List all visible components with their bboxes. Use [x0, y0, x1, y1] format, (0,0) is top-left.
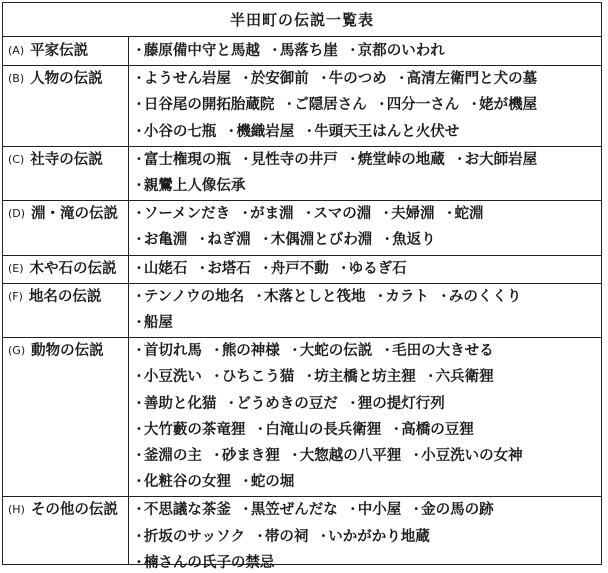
legend-item: • スマの淵 — [306, 206, 372, 222]
legend-item: • 船屋 — [136, 315, 173, 331]
legend-item: • どうめきの豆だ — [228, 396, 337, 412]
category-marker: (A) — [8, 44, 25, 57]
legend-item: • 折坂のサッソク — [136, 529, 245, 545]
category-label — [8, 69, 126, 90]
legend-item: • がま淵 — [242, 206, 293, 222]
legend-item: • 化粧谷の女狸 — [136, 474, 231, 490]
legend-item: • 蛇の堀 — [243, 474, 294, 490]
legend-item: • お塔石 — [199, 261, 250, 277]
legend-item: • ソーメンだき — [136, 206, 230, 222]
legend-item: • カラト — [378, 289, 429, 305]
row-separator — [3, 283, 601, 284]
legend-line — [136, 527, 597, 547]
legend-item: • 狸の提灯行列 — [350, 396, 445, 412]
category-name: 木や石の伝説 — [29, 260, 117, 277]
legend-item: • お亀淵 — [136, 232, 187, 248]
category-name: 地名の伝説 — [28, 288, 102, 305]
legend-line — [136, 341, 597, 361]
legend-line — [136, 41, 597, 61]
legend-line — [136, 420, 597, 440]
legend-item: • 日谷尾の開拓胎蔵院 — [136, 97, 274, 113]
legend-item: • 見性寺の井戸 — [243, 152, 338, 168]
legend-item: • 四分一さん — [379, 97, 459, 113]
legend-item: • 砂まき狸 — [214, 448, 280, 464]
legend-item: • テンノウの地名 — [136, 289, 244, 305]
legend-item: • 大蛇の伝説 — [292, 343, 372, 359]
legend-item: • 親鸞上人像伝承 — [136, 178, 245, 194]
legend-item: • 姥が機屋 — [471, 97, 537, 113]
legend-item: • 釜淵の主 — [136, 448, 202, 464]
legend-item: • 毛田の大きせる — [384, 343, 493, 359]
legend-line — [136, 553, 597, 573]
category-name: 淵・滝の伝説 — [31, 206, 119, 223]
row-separator — [3, 200, 601, 201]
legend-line — [136, 367, 597, 387]
category-name: その他の伝説 — [30, 502, 118, 519]
legend-item: • 金の馬の跡 — [413, 502, 493, 518]
legend-item: • 大竹藪の茶竜狸 — [136, 422, 245, 438]
legend-item: • 馬落ち崖 — [272, 43, 338, 59]
category-marker: (D) — [8, 207, 26, 221]
legend-line — [136, 69, 597, 89]
legend-item: • ねぎ淵 — [199, 232, 250, 248]
category-marker: (G) — [8, 344, 26, 358]
legend-line — [136, 176, 597, 196]
category-marker: (E) — [8, 261, 24, 275]
legend-item: • 藤原備中守と馬越 — [136, 43, 260, 59]
legend-item: • 木偶淵とびわ淵 — [263, 232, 372, 248]
legend-item: • 夫婦淵 — [383, 206, 434, 222]
legend-item: • 小谷の七瓶 — [136, 124, 216, 140]
category-marker: (F) — [8, 289, 23, 303]
legend-item: • いかがかり地蔵 — [320, 529, 429, 545]
legend-item: • 富士権現の瓶 — [136, 152, 231, 168]
legend-item: • 木落としと筏地 — [256, 289, 365, 305]
legend-item: • ご隠居さん — [286, 97, 366, 113]
legend-line — [136, 259, 597, 279]
legend-item: • ひちこう猫 — [214, 369, 294, 385]
legend-item: • 高清左衛門と犬の墓 — [399, 71, 537, 87]
legend-line — [136, 394, 597, 414]
row-separator — [3, 146, 601, 147]
category-label — [8, 204, 126, 225]
legend-item: • 小豆洗い — [136, 369, 202, 385]
legend-table — [2, 2, 602, 571]
legend-item: • 牛のつめ — [321, 71, 387, 87]
legend-item: • みのくくり — [441, 289, 521, 305]
category-label — [8, 259, 126, 280]
legend-item: • 帯の祠 — [257, 529, 308, 545]
table-title: 半田町の伝説一覧表 — [3, 3, 601, 37]
row-separator — [3, 337, 601, 338]
legend-item: • 黒笠ぜんだな — [243, 502, 338, 518]
row-separator — [3, 255, 601, 256]
legend-line — [136, 150, 597, 170]
row-separator — [3, 496, 601, 497]
category-marker: (H) — [8, 503, 25, 517]
legend-item: • 六兵衛狸 — [428, 369, 494, 385]
legend-item: • 不思議な茶釜 — [136, 502, 231, 518]
legend-item: • 熊の神様 — [214, 343, 280, 359]
category-name: 動物の伝説 — [31, 343, 104, 360]
legend-line — [136, 95, 597, 115]
legend-item: • 中小屋 — [350, 502, 401, 518]
legend-item: • 魚返り — [384, 232, 435, 248]
category-label — [8, 341, 126, 362]
legend-item: • 機織岩屋 — [228, 124, 294, 140]
category-label — [8, 150, 126, 171]
category-name: 人物の伝説 — [30, 71, 103, 88]
legend-item: • お大師岩屋 — [457, 152, 537, 168]
legend-line — [136, 446, 597, 466]
row-separator — [3, 65, 601, 66]
legend-line — [136, 500, 597, 520]
legend-item: • 小豆洗いの女神 — [413, 448, 522, 464]
legend-item: • 山姥石 — [136, 261, 187, 277]
category-marker: (C) — [8, 152, 25, 166]
legend-item: • ようせん岩屋 — [136, 71, 231, 87]
legend-line — [136, 313, 597, 333]
category-name: 社寺の伝説 — [30, 151, 103, 168]
legend-item: • 高橋の豆狸 — [393, 422, 473, 438]
legend-item: • 焼堂峠の地蔵 — [350, 152, 445, 168]
legend-item: • 舟戸不動 — [263, 261, 329, 277]
legend-item: • 大惣越の八平狸 — [292, 448, 401, 464]
legend-item: • ゆるぎ石 — [341, 261, 407, 277]
legend-line — [136, 204, 597, 224]
legend-item: • 楠さんの氏子の禁忌 — [136, 555, 274, 571]
legend-item: • 京都のいわれ — [350, 43, 445, 59]
legend-item: • 蛇淵 — [447, 206, 484, 222]
legend-item: • 坊主橋と坊主狸 — [306, 369, 415, 385]
legend-item: • 於安御前 — [243, 71, 309, 87]
legend-line — [136, 472, 597, 492]
legend-line — [136, 287, 597, 307]
legend-line — [136, 122, 597, 142]
category-label — [8, 41, 126, 62]
legend-item: • 牛頭天王はんと火伏せ — [306, 124, 459, 140]
legend-item: • 首切れ馬 — [136, 343, 202, 359]
legend-line — [136, 230, 597, 250]
legend-item: • 白滝山の長兵衛狸 — [257, 422, 381, 438]
legend-item: • 善助と化猫 — [136, 396, 216, 412]
category-label — [8, 287, 126, 308]
category-marker: (B) — [8, 72, 25, 86]
column-divider — [128, 36, 129, 564]
category-label — [8, 500, 126, 521]
category-name: 平家伝説 — [30, 43, 89, 59]
